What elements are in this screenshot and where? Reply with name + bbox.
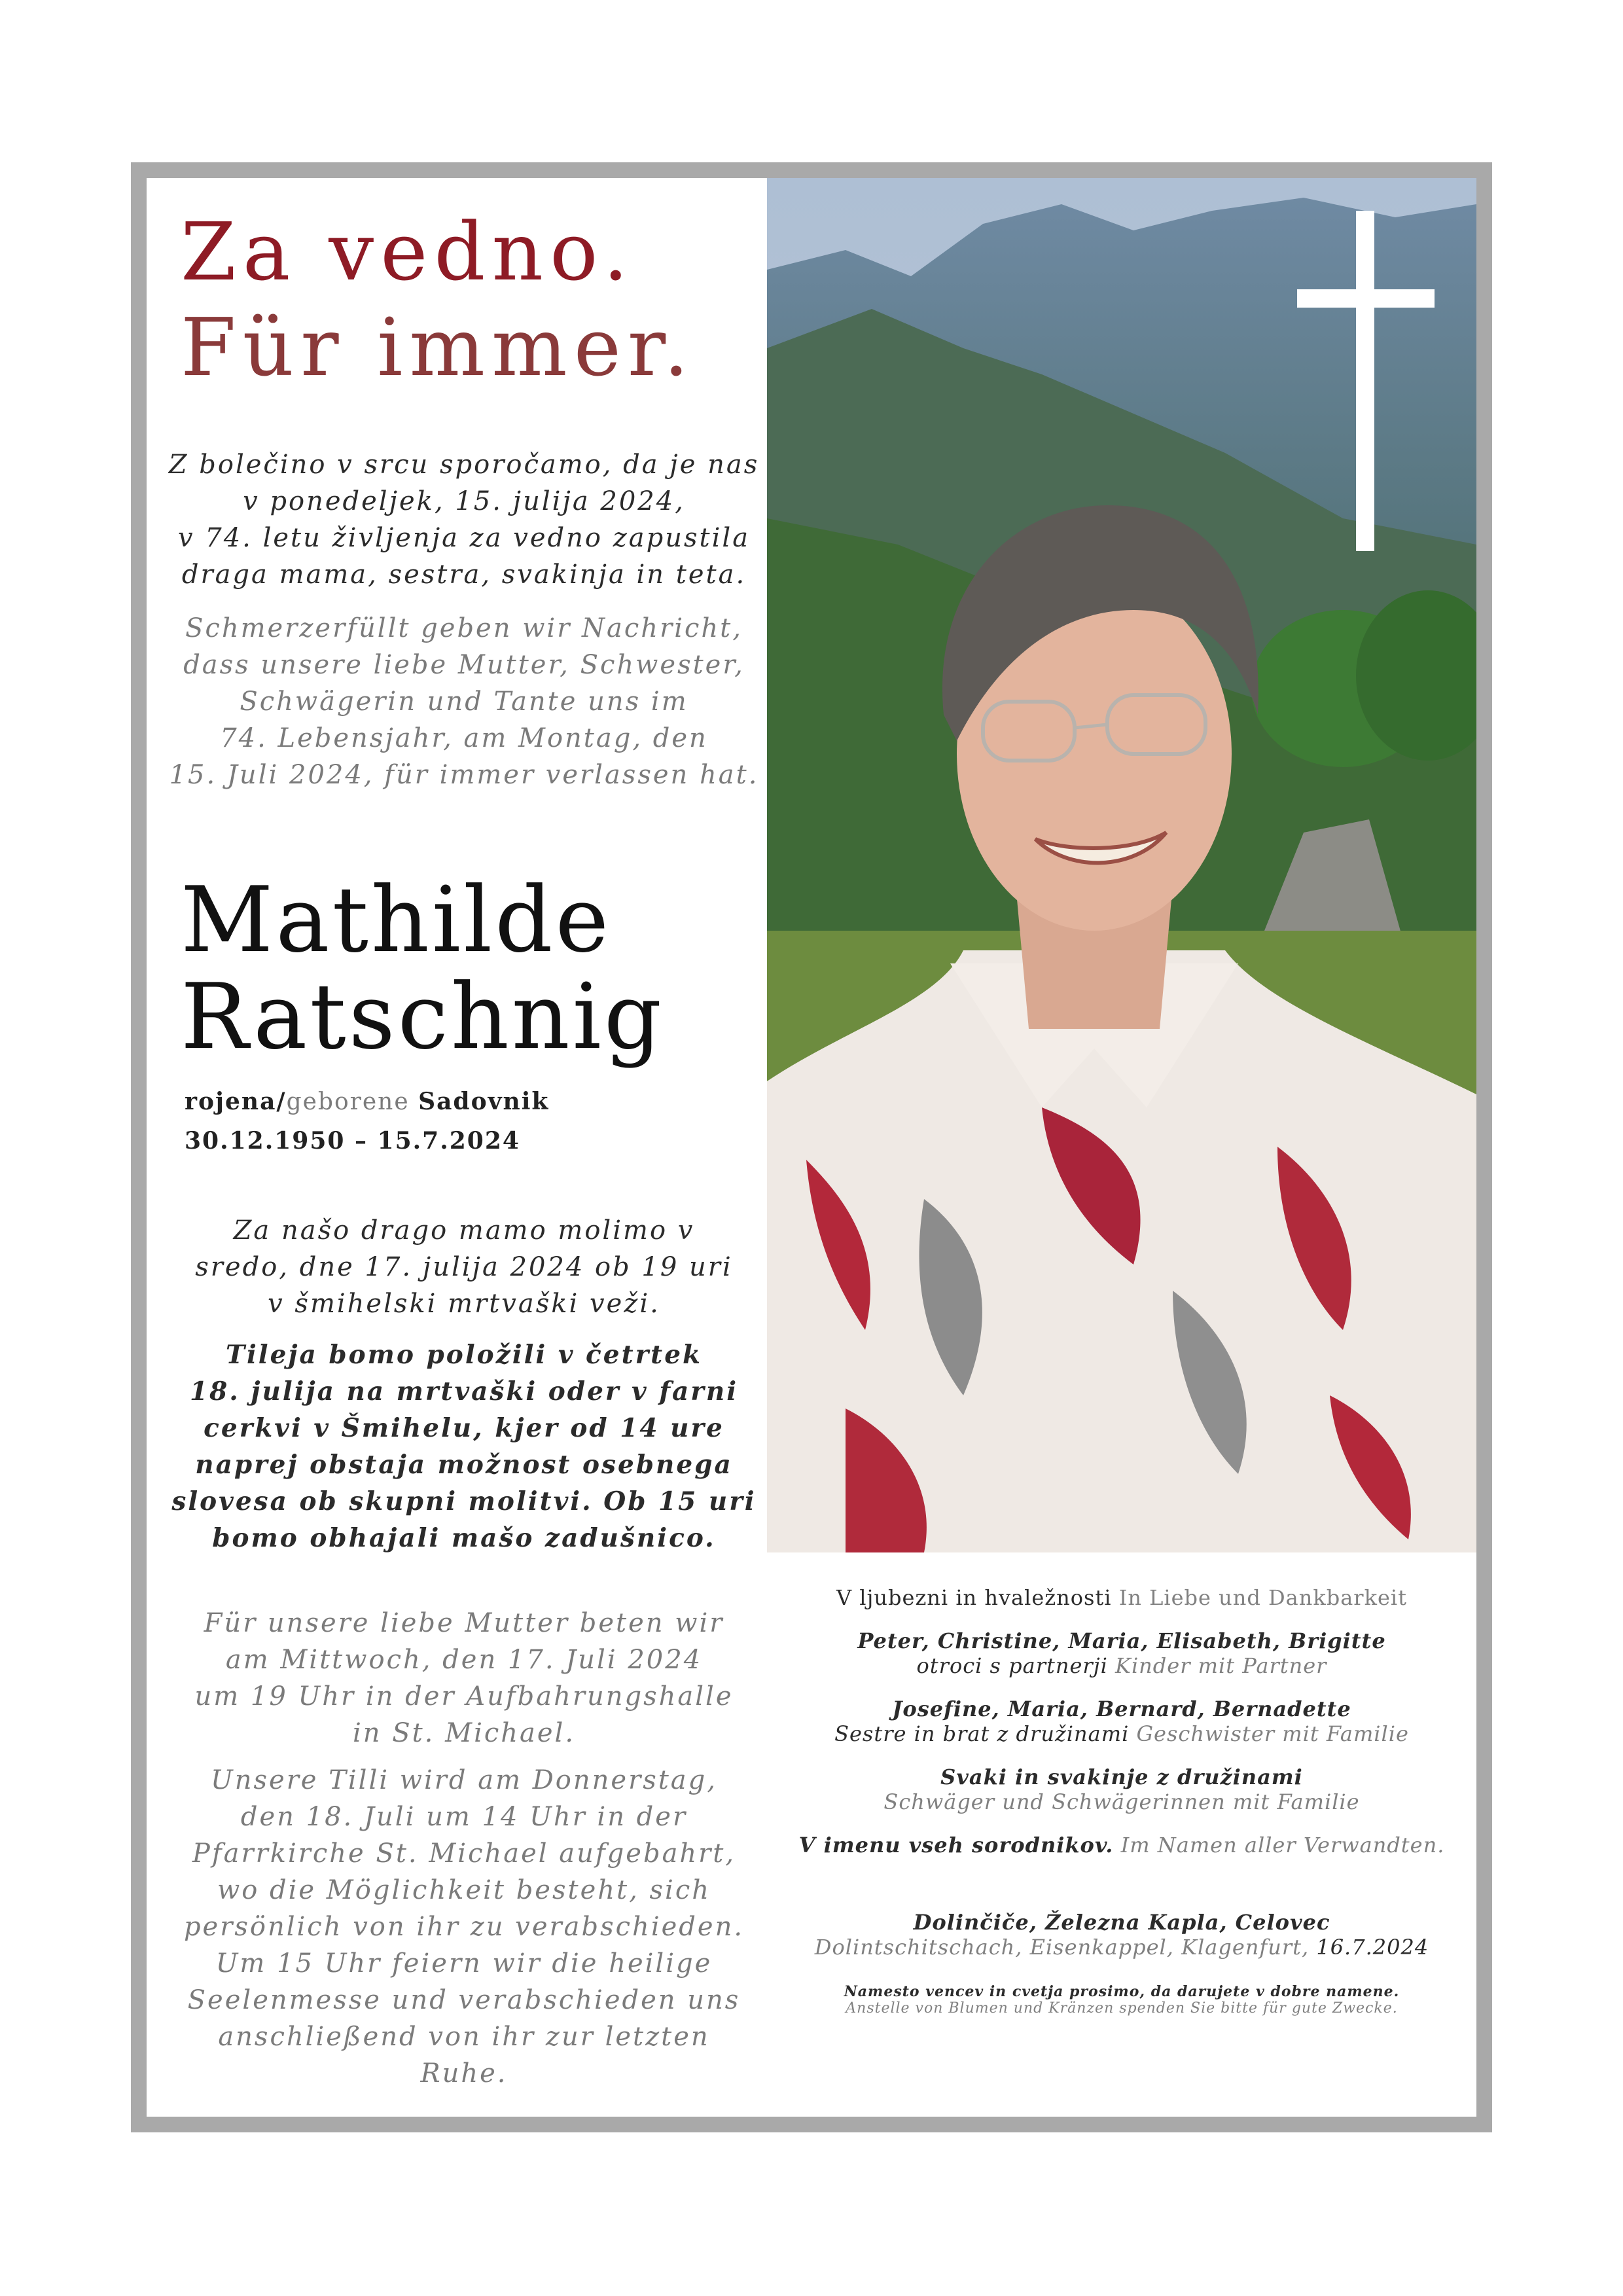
text-line: v 74. letu življenja za vedno zapustila (177, 523, 751, 553)
funeral-german (147, 1762, 781, 2092)
text-line: 15. Juli 2024, für immer verlassen hat. (169, 760, 759, 790)
text-line: um 19 Uhr in der Aufbahrungshalle (194, 1681, 734, 1712)
mourners-block (767, 1585, 1476, 2017)
text-line: Seelenmesse und verabschieden uns (187, 1985, 741, 2015)
gratitude-slovene: V ljubezni in hvaležnosti (836, 1585, 1112, 1610)
headline-german: Für immer. (181, 301, 696, 394)
children-names: Peter, Christine, Maria, Elisabeth, Brigitte (857, 1628, 1386, 1653)
places-slovene: Dolinčiče, Železna Kapla, Celovec (913, 1910, 1330, 1935)
prayer-german (147, 1605, 781, 1751)
donation-german: Anstelle von Blumen und Kränzen spenden Sie bitte für gute Zwecke. (846, 2000, 1398, 2017)
born-label-slovene: rojena/ (185, 1088, 287, 1115)
text-line: sredo, dne 17. julija 2024 ob 19 uri (195, 1252, 733, 1282)
text-line: 74. Lebensjahr, am Montag, den (220, 723, 708, 753)
text-line: naprej obstaja možnost osebnega (195, 1450, 733, 1480)
text-line: bomo obhajali mašo zadušnico. (212, 1523, 716, 1553)
text-line: persönlich von ihr zu verabschieden. (183, 1912, 745, 1942)
portrait-photo (767, 178, 1476, 1552)
children-slovene: otroci s partnerji (916, 1653, 1108, 1678)
text-line: anschließend von ihr zur letzten (218, 2022, 710, 2052)
text-line: dass unsere liebe Mutter, Schwester, (183, 650, 745, 680)
text-line: am Mittwoch, den 17. Juli 2024 (225, 1645, 703, 1675)
text-line: Unsere Tilli wird am Donnerstag, (211, 1765, 717, 1795)
text-line: v ponedeljek, 15. julija 2024, (243, 486, 685, 516)
text-line: in St. Michael. (352, 1718, 576, 1748)
inlaws-german: Schwäger und Schwägerinnen mit Familie (883, 1789, 1360, 1814)
siblings-slovene: Sestre in brat z družinami (834, 1721, 1130, 1746)
text-line: Pfarrkirche St. Michael aufgebahrt, (192, 1839, 736, 1869)
children-german: Kinder mit Partner (1115, 1653, 1327, 1678)
text-line: Z bolečino v srcu sporočamo, da je nas (168, 450, 760, 480)
text-line: slovesa ob skupni molitvi. Ob 15 uri (171, 1486, 757, 1516)
siblings-german: Geschwister mit Familie (1136, 1721, 1409, 1746)
announcement-slovene (147, 446, 781, 593)
maiden-name: Sadovnik (418, 1088, 550, 1115)
text-line: Za našo drago mamo molimo v (233, 1215, 695, 1246)
announcement-german (147, 610, 781, 793)
life-dates: 30.12.1950 – 15.7.2024 (185, 1127, 520, 1155)
places-german: Dolintschitschach, Eisenkappel, Klagenfurt, (814, 1935, 1310, 1960)
headline-slovene: Za vedno. (181, 206, 635, 298)
text-line: Schmerzerfüllt geben wir Nachricht, (185, 613, 743, 643)
inlaws-slovene: Svaki in svakinje z družinami (940, 1765, 1303, 1789)
children-relation (767, 1653, 1476, 1678)
donation-slovene: Namesto vencev in cvetja prosimo, da darujete v dobre namene. (844, 1983, 1400, 2000)
text-line: den 18. Juli um 14 Uhr in der (240, 1802, 688, 1832)
text-line: cerkvi v Šmihelu, kjer od 14 ure (204, 1413, 724, 1443)
text-line: Um 15 Uhr feiern wir die heilige (215, 1948, 713, 1979)
text-line: Für unsere liebe Mutter beten wir (204, 1608, 724, 1638)
deceased-name (181, 867, 665, 1069)
gratitude-line (767, 1585, 1476, 1610)
prayer-slovene (147, 1212, 781, 1322)
portrait-illustration (767, 178, 1476, 1552)
relatives-slovene: V imenu vseh sorodnikov. (798, 1833, 1114, 1857)
first-name: Mathilde (181, 867, 612, 973)
text-line: Tileja bomo položili v četrtek (225, 1340, 703, 1370)
notice-frame (131, 162, 1492, 2132)
notice-date: 16.7.2024 (1316, 1935, 1429, 1960)
born-label-german: geborene (286, 1088, 410, 1115)
funeral-slovene (147, 1336, 781, 1556)
relatives-line (767, 1833, 1476, 1857)
text-line: Schwägerin und Tante uns im (240, 687, 688, 717)
siblings-relation (767, 1721, 1476, 1746)
text-line: v šmihelski mrtvaški veži. (268, 1289, 660, 1319)
notice-body (147, 178, 1476, 2117)
maiden-name-line (185, 1088, 549, 1115)
siblings-names: Josefine, Maria, Bernard, Bernadette (892, 1696, 1351, 1721)
places-german-line (767, 1935, 1476, 1960)
text-line: Ruhe. (420, 2058, 508, 2089)
text-line: 18. julija na mrtvaški oder v farni (189, 1376, 739, 1407)
text-line: draga mama, sestra, svakinja in teta. (181, 560, 747, 590)
text-line: wo die Möglichkeit besteht, sich (217, 1875, 711, 1905)
gratitude-german: In Liebe und Dankbarkeit (1118, 1585, 1408, 1610)
last-name: Ratschnig (181, 964, 665, 1069)
left-column (147, 178, 781, 2117)
relatives-german: Im Namen aller Verwandten. (1120, 1833, 1445, 1857)
headline (181, 204, 696, 395)
